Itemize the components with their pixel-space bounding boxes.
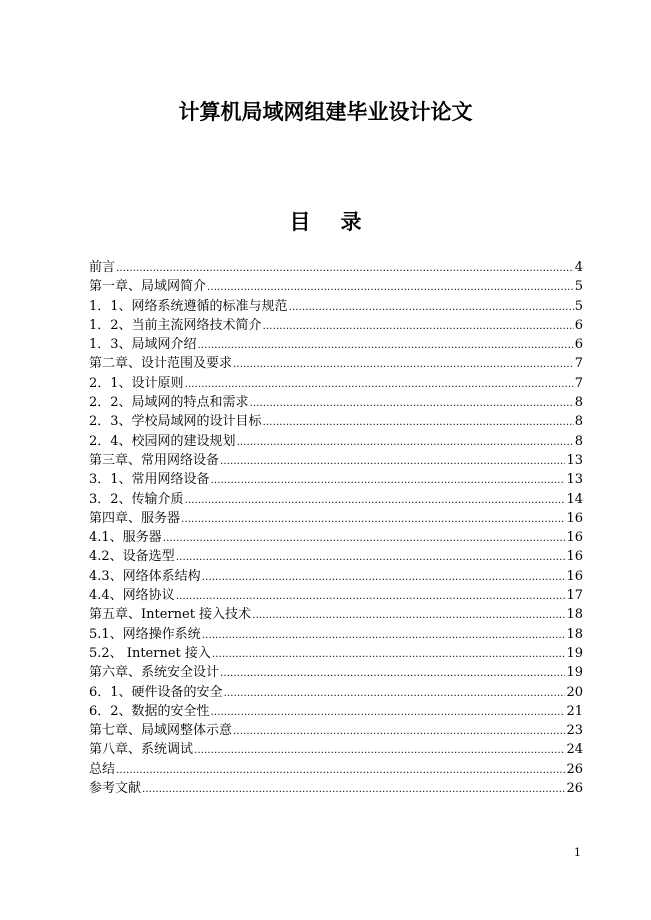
toc-entry[interactable]	[89, 451, 583, 470]
toc-entry-title: 总结	[89, 761, 116, 777]
toc-entry[interactable]	[89, 258, 583, 277]
toc-entry-title: 第七章、局域网整体示意	[89, 723, 233, 739]
toc-entry-page: 18	[566, 626, 583, 642]
dot-leader	[224, 684, 566, 702]
toc-entry[interactable]	[89, 567, 583, 586]
dot-leader	[252, 606, 565, 624]
toc-entry-title: 2．4、校园网的建设规划	[89, 433, 236, 449]
toc-entry-title: 5.1、网络操作系统	[89, 626, 201, 642]
toc-entry-title: 3．2、传输介质	[89, 491, 184, 507]
toc-entry-title: 1．1、网络系统遵循的标准与规范	[89, 298, 288, 314]
toc-entry[interactable]	[89, 490, 583, 509]
toc-entry-title: 4.3、网络体系结构	[89, 568, 201, 584]
toc-entry[interactable]	[89, 683, 583, 702]
dot-leader	[207, 278, 574, 296]
toc-entry-title: 第二章、设计范围及要求	[89, 356, 233, 372]
toc-entry-page: 20	[566, 684, 583, 700]
dot-leader	[220, 452, 565, 470]
toc-entry[interactable]	[89, 335, 583, 354]
toc-entry[interactable]	[89, 412, 583, 431]
toc-entry-title: 5.2、 Internet 接入	[89, 645, 211, 661]
dot-leader	[198, 336, 574, 354]
toc-entry-title: 2．3、学校局域网的设计目标	[89, 414, 262, 430]
toc-entry-page: 17	[566, 588, 583, 604]
dot-leader	[142, 780, 565, 798]
toc-entry-page: 14	[566, 491, 583, 507]
dot-leader	[233, 722, 565, 740]
toc-entry-page: 18	[566, 607, 583, 623]
toc-entry-page: 26	[566, 781, 583, 797]
toc-entry-page: 5	[574, 298, 583, 314]
dot-leader	[163, 529, 566, 547]
dot-leader	[263, 413, 574, 431]
toc-entry-title: 4.1、服务器	[89, 530, 162, 546]
dot-leader	[211, 471, 566, 489]
toc-entry[interactable]	[89, 393, 583, 412]
toc-entry-title: 前言	[89, 260, 116, 275]
toc-entry-title: 1．2、当前主流网络技术简介	[89, 317, 262, 333]
toc-entry-title: 第五章、Internet 接入技术	[89, 607, 252, 623]
toc-entry[interactable]	[89, 586, 583, 605]
dot-leader	[202, 626, 566, 644]
dot-leader	[220, 664, 565, 682]
toc-entry-page: 8	[574, 395, 583, 411]
toc-entry-title: 6．1、硬件设备的安全	[89, 684, 223, 700]
toc-entry-page: 13	[566, 472, 583, 488]
dot-leader	[194, 741, 565, 759]
document-title: 计算机局域网组建毕业设计论文	[178, 100, 473, 124]
toc-entry-title: 第一章、局域网简介	[89, 279, 207, 295]
dot-leader	[176, 587, 566, 605]
dot-leader	[233, 355, 574, 373]
dot-leader	[116, 761, 565, 779]
dot-leader	[185, 491, 566, 509]
toc-entry-title: 第三章、常用网络设备	[89, 452, 220, 468]
dot-leader	[211, 703, 566, 721]
table-of-contents	[89, 258, 583, 798]
toc-entry[interactable]	[89, 277, 583, 296]
toc-entry[interactable]	[89, 760, 583, 779]
toc-entry-page: 8	[574, 433, 583, 449]
dot-leader	[212, 645, 566, 663]
toc-entry-page: 16	[566, 530, 583, 546]
page-number: 1	[574, 846, 581, 859]
toc-entry[interactable]	[89, 663, 583, 682]
toc-entry[interactable]	[89, 297, 583, 316]
toc-entry[interactable]	[89, 528, 583, 547]
toc-entry-title: 4.4、网络协议	[89, 588, 175, 604]
dot-leader	[289, 298, 574, 316]
toc-entry-page: 5	[574, 279, 583, 295]
toc-entry-title: 第八章、系统调试	[89, 742, 194, 758]
dot-leader	[185, 375, 574, 393]
toc-entry[interactable]	[89, 316, 583, 335]
toc-entry-page: 4	[574, 260, 583, 275]
toc-entry-title: 第四章、服务器	[89, 510, 181, 526]
toc-entry[interactable]	[89, 509, 583, 528]
toc-entry-page: 16	[566, 568, 583, 584]
toc-entry[interactable]	[89, 721, 583, 740]
toc-entry-page: 23	[566, 723, 583, 739]
toc-entry-page: 16	[566, 549, 583, 565]
toc-entry-title: 2．2、局域网的特点和需求	[89, 395, 249, 411]
toc-entry[interactable]	[89, 547, 583, 566]
toc-entry-page: 13	[566, 452, 583, 468]
toc-entry-page: 8	[574, 414, 583, 430]
toc-entry[interactable]	[89, 605, 583, 624]
toc-entry-title: 1．3、局域网介绍	[89, 337, 197, 353]
toc-entry-page: 7	[574, 375, 583, 391]
toc-entry-page: 16	[566, 510, 583, 526]
toc-entry-page: 7	[574, 356, 583, 372]
toc-entry[interactable]	[89, 470, 583, 489]
dot-leader	[237, 433, 574, 451]
toc-entry-title: 3．1、常用网络设备	[89, 472, 210, 488]
toc-entry-page: 6	[574, 337, 583, 353]
toc-entry[interactable]	[89, 644, 583, 663]
dot-leader	[263, 317, 574, 335]
toc-entry-title: 2．1、设计原则	[89, 375, 184, 391]
dot-leader	[181, 510, 565, 528]
toc-entry-page: 6	[574, 317, 583, 333]
toc-entry[interactable]	[89, 625, 583, 644]
toc-entry[interactable]	[89, 354, 583, 373]
toc-entry-page: 19	[566, 645, 583, 661]
toc-entry-page: 19	[566, 665, 583, 681]
dot-leader	[250, 394, 574, 412]
toc-entry-title: 参考文献	[89, 781, 142, 797]
dot-leader	[116, 259, 574, 277]
dot-leader	[176, 548, 566, 566]
toc-heading: 目录	[289, 209, 392, 234]
toc-entry[interactable]	[89, 432, 583, 451]
toc-entry[interactable]	[89, 702, 583, 721]
toc-entry-page: 21	[566, 703, 583, 719]
toc-entry-title: 第六章、系统安全设计	[89, 665, 220, 681]
toc-entry-title: 6．2、数据的安全性	[89, 703, 210, 719]
toc-entry-page: 26	[566, 761, 583, 777]
toc-entry[interactable]	[89, 779, 583, 798]
dot-leader	[202, 568, 566, 586]
toc-entry-page: 24	[566, 742, 583, 758]
toc-entry-title: 4.2、设备选型	[89, 549, 175, 565]
toc-entry[interactable]	[89, 740, 583, 759]
toc-entry[interactable]	[89, 374, 583, 393]
